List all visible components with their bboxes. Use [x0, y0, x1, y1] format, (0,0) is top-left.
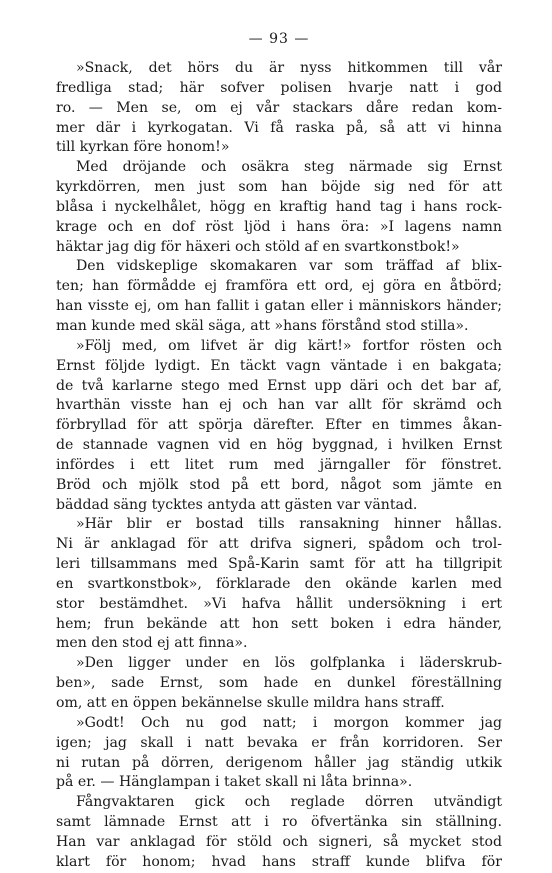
text-line: Ernst följde lydigt. En täckt vagn väntade i en bakgata; [56, 357, 502, 374]
text-line: hvarthän visste han ej och han var allt för skrämd och [56, 397, 502, 414]
text-line: kyrkdörren, men just som han böjde sig ned för att [56, 179, 502, 196]
text-line: Bröd och mjölk stod på ett bord, något som jämte en [56, 476, 502, 493]
text-line: man kunde med skäl säga, att »hans förstånd stod stilla». [56, 317, 469, 334]
text-line: infördes i ett litet rum med järngaller för fönstret. [56, 456, 502, 473]
text-line: ben», sade Ernst, som hade en dunkel föreställning [56, 675, 502, 692]
text-line: Den vidskeplige skomakaren var som träffad af blix- [76, 258, 502, 275]
text-line: »Följ med, om lifvet är dig kärt!» fortfor rösten och [76, 337, 502, 354]
text-line: de två karlarne stego med Ernst upp däri och det bar af, [56, 377, 502, 394]
text-line: klart för honom; hvad hans straff kunde blifva för [56, 853, 502, 870]
text-line: ro. — Men se, om ej vår stackars dåre redan kom- [56, 99, 502, 116]
book-page [56, 0, 502, 870]
text-line: »Här blir er bostad tills ransakning hinner hållas. [76, 516, 502, 533]
text-line: »Den ligger under en lös golfplanka i läderskrub- [76, 655, 502, 672]
text-line: fredliga stad; här sofver polisen hvarje natt i god [56, 79, 502, 96]
text-line: förbryllad för att spörja därefter. Efter en timmes åkan- [56, 417, 502, 434]
text-line: igen; jag skall i natt bevaka er från korridoren. Ser [56, 734, 502, 751]
body-text [56, 59, 502, 873]
text-line: på er. — Hänglampan i taket skall ni låta brinna». [56, 774, 413, 791]
text-line: blåsa i nyckelhålet, högg en kraftig hand tag i hans rock- [56, 198, 502, 215]
text-line: bäddad säng tycktes antyda att gästen var väntad. [56, 496, 418, 513]
text-line: hem; frun bekände att hon sett boken i edra händer, [56, 615, 502, 632]
text-line: han visste ej, om han fallit i gatan eller i människors händer; [56, 298, 502, 315]
text-line: ten; han förmådde ej framföra ett ord, ej göra en åtbörd; [56, 278, 502, 295]
text-line: en svartkonstbok», förklarade den okände karlen med [56, 575, 502, 592]
text-line: stor bestämdhet. »Vi hafva hållit undersökning i ert [56, 595, 502, 612]
text-line: Ni är anklagad för att drifva signeri, spådom och trol- [56, 536, 502, 553]
text-line: ni rutan på dörren, derigenom håller jag ständig utkik [56, 754, 502, 771]
text-line: de stannade vagnen vid en hög byggnad, i hvilken Ernst [56, 437, 502, 454]
text-line: till kyrkan före honom!» [56, 139, 230, 156]
text-line: krage och en dof röst ljöd i hans öra: »I lagens namn [56, 218, 502, 235]
text-line: men den stod ej att finna». [56, 635, 248, 652]
text-line: häktar jag dig för häxeri och stöld af en svartkonstbok!» [56, 238, 460, 255]
text-line: »Godt! Och nu god natt; i morgon kommer jag [76, 714, 502, 731]
text-line: samt lämnade Ernst att i ro öfvertänka sin ställning. [56, 814, 502, 831]
text-line: »Snack, det hörs du är nyss hitkommen till vår [76, 60, 502, 76]
text-line: Med dröjande och osäkra steg närmade sig Ernst [76, 159, 502, 176]
text-line: Han var anklagad för stöld och signeri, så mycket stod [56, 833, 502, 850]
page-number: — 93 — [248, 31, 310, 47]
text-line: Fångvaktaren gick och reglade dörren utvändigt [76, 794, 502, 811]
text-line: om, att en öppen bekännelse skulle mildra hans straff. [56, 695, 445, 711]
text-line: leri tillsammans med Spå-Karin samt för att ha tillgripit [56, 556, 502, 573]
text-line: mer där i kyrkogatan. Vi få raska på, så att vi hinna [56, 119, 502, 136]
